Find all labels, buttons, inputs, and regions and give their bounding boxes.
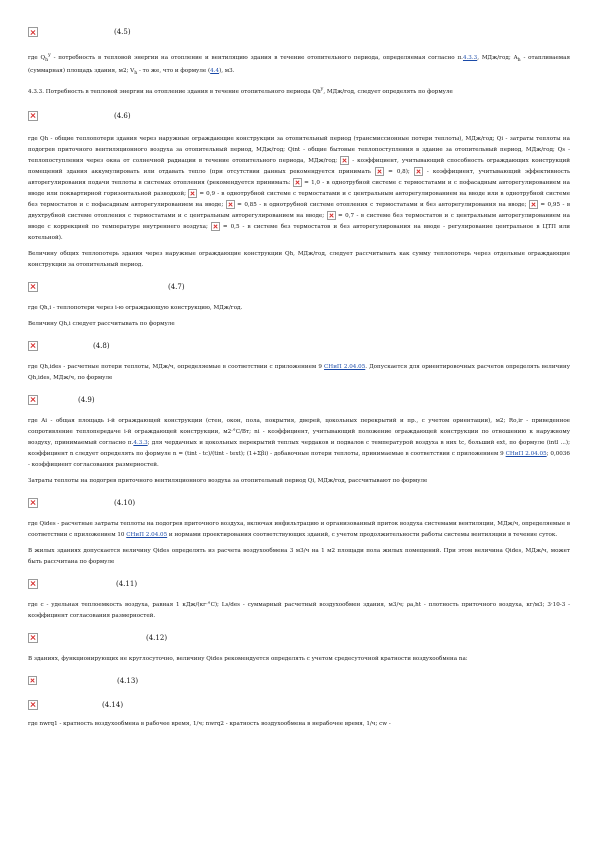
equation-number: (4.9) bbox=[78, 395, 95, 404]
broken-image-icon bbox=[28, 676, 37, 685]
paragraph: В зданиях, функционирующих не круглосуточно, величину Qides рекомендуется определять с учетом средесуточной кратности воздухообмена na: bbox=[28, 655, 468, 662]
broken-image-icon bbox=[28, 341, 38, 351]
formula-4-5 bbox=[28, 20, 570, 44]
section-4-3-3-heading: 4.3.3. Потребность в тепловой энергии на отопление здания в течение отопительного периода Qh$^y$, МДж/год, следует определять по формуле bbox=[28, 87, 453, 95]
formula-4-13 bbox=[28, 669, 570, 693]
broken-image-icon bbox=[28, 633, 38, 643]
equation-number: (4.10) bbox=[114, 498, 136, 507]
document-page bbox=[28, 0, 570, 730]
broken-image-icon bbox=[375, 167, 384, 176]
broken-image-icon bbox=[293, 178, 302, 187]
equation-number: (4.11) bbox=[116, 579, 138, 588]
paragraph: где c - удельная теплоемкость воздуха, равная 1 кДж/(кг·°С); Ls/des - суммарный расчетный воздухообмен здания, м3/ч; ρa,ht - плотность приточного воздуха, кг/м3; 3·10-3 - коэффициент согласования размерностей. bbox=[28, 601, 570, 619]
paragraph: где nwrq1 - кратность воздухообмена в рабочее время, 1/ч; nwrq2 - кратность воздухообмена в нерабочее время, 1/ч; cw - bbox=[28, 720, 391, 727]
formula-4-7 bbox=[28, 275, 570, 299]
equation-number: (4.13) bbox=[117, 676, 139, 685]
paragraph: Величину Qh,i следует рассчитывать по формуле bbox=[28, 320, 175, 327]
broken-image-icon bbox=[28, 27, 38, 37]
broken-image-icon bbox=[414, 167, 423, 176]
broken-image-icon bbox=[28, 395, 38, 405]
formula-4-11 bbox=[28, 572, 570, 596]
broken-image-icon bbox=[211, 222, 220, 231]
equation-number: (4.14) bbox=[102, 700, 124, 709]
formula-4-9 bbox=[28, 388, 570, 412]
equation-number: (4.6) bbox=[114, 111, 131, 120]
equation-number: (4.5) bbox=[114, 28, 131, 36]
broken-image-icon bbox=[327, 211, 336, 220]
broken-image-icon bbox=[28, 498, 38, 508]
paragraph: В жилых зданиях допускается величину Qides определять из расчета воздухообмена 3 м3/ч на 1 м2 площади пола жилых помещений. При этом величина Qides, МДж/ч, может быть рассчитана по формуле bbox=[28, 547, 570, 565]
formula-4-12 bbox=[28, 626, 570, 650]
broken-image-icon bbox=[28, 282, 38, 292]
formula-4-14 bbox=[28, 693, 570, 717]
paragraph: где $Q_h^y$ - потребность в тепловой энергии на отопление и вентиляцию здания в течение отопительного периода, определяемая согласно п.4.3.3, МДж/год; $A_h$ - отапливаемая (суммарная) площадь здания, м2; $V_h$ - то же, что и формуле (4.4), м3. bbox=[28, 53, 570, 77]
equation-number: (4.12) bbox=[146, 633, 168, 642]
paragraph: где Qides - расчетные затраты теплоты на подогрев приточного воздуха, включая инфильтрацию и организованный приток воздуха системами вентиляции, МДж/ч, определяемые в соответствии с приложением 10 СНиП 2.04.05 и нормами проектирования соответствующих зданий, с учетом продолжительности работы системы вентиляции в течение суток. bbox=[28, 520, 570, 538]
broken-image-icon bbox=[226, 200, 235, 209]
paragraph: Затраты теплоты на подогрев приточного вентиляционного воздуха за отопительный период Qi, МДж/год, рассчитывают по формуле bbox=[28, 477, 428, 484]
broken-image-icon bbox=[340, 156, 349, 165]
broken-image-icon bbox=[28, 700, 38, 710]
broken-image-icon bbox=[529, 200, 538, 209]
broken-image-icon bbox=[28, 111, 38, 121]
broken-image-icon bbox=[28, 579, 38, 589]
link-snip-2-04-05[interactable]: СНиП 2.04.05 bbox=[126, 531, 168, 538]
paragraph: Величину общих теплопотерь здания через наружные ограждающие конструкции Qh, МДж/год, следует рассчитывать как сумму теплопотерь через отдельные ограждающие конструкции за отопительный период. bbox=[28, 250, 570, 268]
link-4-3-3[interactable]: 4.3.3 bbox=[133, 439, 148, 446]
formula-4-6 bbox=[28, 104, 570, 128]
link-4-3-3[interactable]: 4.3.3 bbox=[462, 54, 478, 61]
formula-4-8 bbox=[28, 334, 570, 358]
link-4-4[interactable]: 4.4 bbox=[210, 67, 220, 74]
paragraph: где Qh,i - теплопотери через i-ю ограждающую конструкцию, МДж/год. bbox=[28, 304, 243, 311]
link-snip-2-04-05[interactable]: СНиП 2.04.05 bbox=[324, 363, 366, 370]
formula-4-10 bbox=[28, 491, 570, 515]
link-snip-2-04-05[interactable]: СНиП 2.04.05 bbox=[505, 450, 547, 457]
paragraph: где Qh,ides - расчетные потери теплоты, МДж/ч, определяемые в соответствии с приложением 9 СНиП 2.04.05. Допускается для ориентировочных расчетов определять величину Qh,ides, МДж/ч, по формуле bbox=[28, 363, 570, 381]
equation-number: (4.8) bbox=[93, 341, 110, 350]
paragraph: где Ai - общая площадь i-й ограждающей конструкции (стен, окон, пола, покрытия, дверей, цокольных перекрытий и пр., с учетом ориентации), м2; Ro,ir - приведенное сопротивление теплопередаче i-й ограждающей конструкции, м2·°С/Вт; ni - коэффициент, учитывающий положение ограждающей конструкции по отношению к наружному воздуху, принимаемый согласно п.4.3.3; для чердачных и цокольных перекрытий теплых чердаков и подвалов с температурой воздуха в них tc, больший ext, по формуле (intl ...); коэффициент n следует определять по формуле n = (tint - tc)/(tint - text); (1+Σβi) - добавочные потери теплоты, принимаемые в соответствии с приложением 9 СНиП 2.04.05; 0,0036 - коэффициент согласования размерностей. bbox=[28, 417, 570, 468]
paragraph: где Qh - общие теплопотери здания через наружные ограждающие конструкции за отопительный период (трансмиссионные потери теплоты), МДж/год; Qi - затраты теплоты на подогрев приточного вентиляционного воздуха за отопительный период, МДж/год; Qint - общие бытовые теплопоступления в здание за отопительный период, МДж/год; Qs - теплопоступления через окна от солнечной радиации в течение отопительного периода, МДж/год; - коэффициент, учитывающий способность ограждающих конструкций помещений здания аккумулировать или отдавать тепло (при отсутствии данных рекомендуется принимать = 0,8); - коэффициент, учитывающий эффективность авторегулирования подачи теплоты в системах отопления (рекомендуется принимать: = 1,0 - в однотрубной системе с термостатами и с пофасадным авторегулированием на вводе или поквартирной горизонтальной разводкой; = 0,9 - в однотрубной системе с термостатами и с центральным авторегулированием на вводе или в однотрубной системе без термостатов и с пофасадным авторегулированием на вводе; = 0,85 - в однотрубной системе отопления с термостатами и без авторегулирования на вводе; = 0,95 - в двухтрубной системе отопления с термостатами и с центральным авторегулированием на вводе; = 0,7 - в системе без термостатов и с центральным авторегулированием на вводе с коррекцией по температуре внутреннего воздуха; = 0,5 - в системе без термостатов и без авторегулирования на вводе - регулирование центральное в ЦТП или котельной). bbox=[28, 135, 571, 241]
equation-number: (4.7) bbox=[168, 282, 185, 291]
broken-image-icon bbox=[188, 189, 197, 198]
